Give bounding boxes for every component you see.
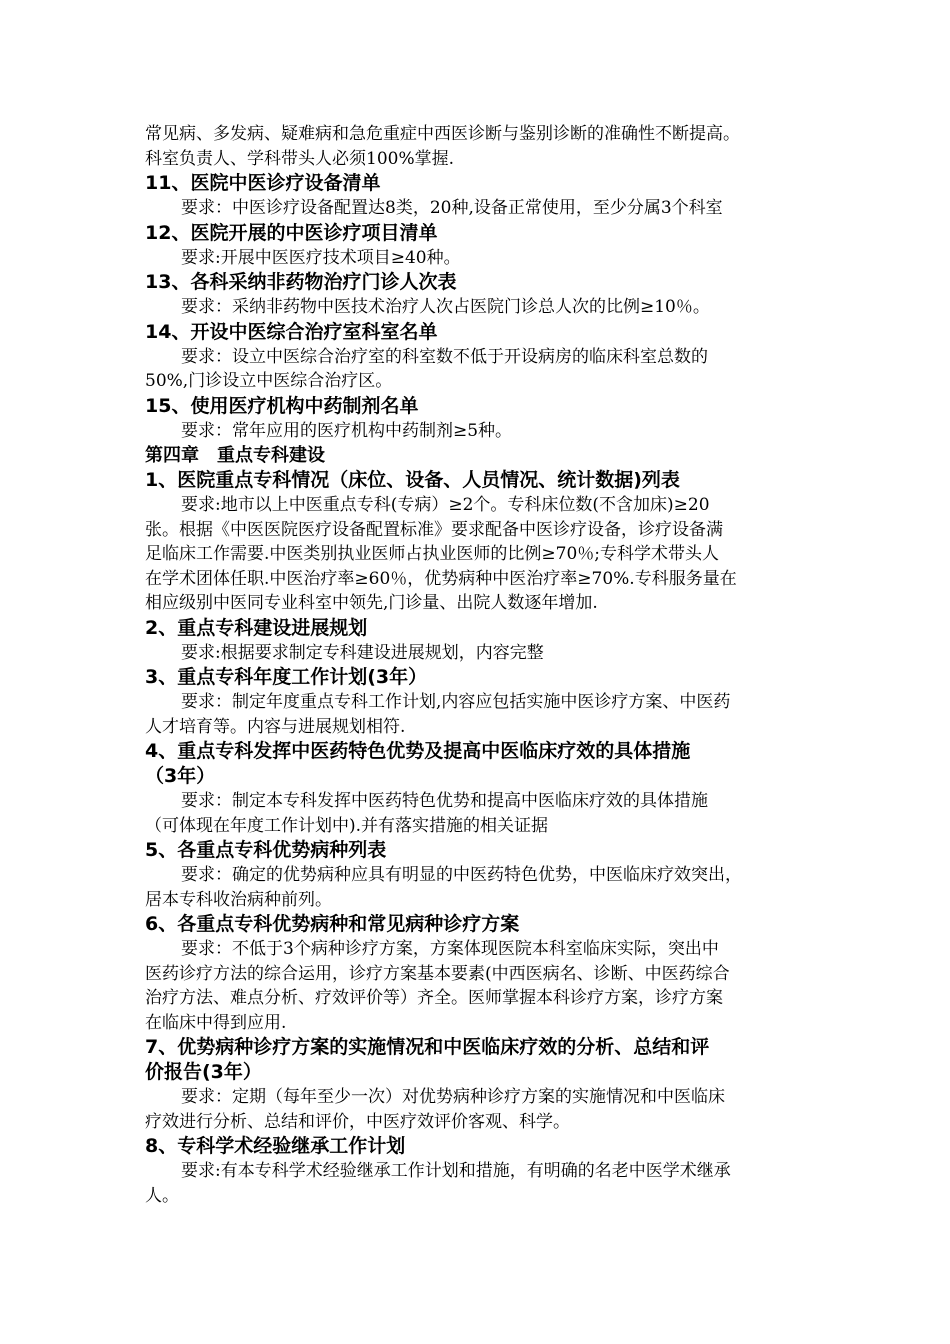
item-11 — [145, 171, 825, 221]
requirement-text: 要求:地市以上中医重点专科(专病）≥2个。专科床位数(不含加床)≥20 — [181, 495, 710, 515]
ch4-item-5 — [145, 838, 825, 912]
text-line: 科室负责人、学科带头人必须100%掌握. — [145, 148, 455, 169]
requirement-text: 要求:根据要求制定专科建设进展规划，内容完整 — [181, 642, 544, 663]
requirement-text: 要求：设立中医综合治疗室的科室数不低于开设病房的临床科室总数的 — [181, 346, 708, 367]
requirement-text: 在学术团体任职.中医治疗率≥60％，优势病种中医治疗率≥70%.专科服务量在 — [145, 568, 737, 589]
item-heading: 14、开设中医综合治疗室科室名单 — [145, 320, 438, 343]
requirement-text: 要求：制定年度重点专科工作计划,内容应包括实施中医诊疗方案、中医药 — [181, 692, 731, 712]
item-12 — [145, 221, 825, 271]
ch4-item-3 — [145, 665, 825, 739]
chapter-title: 第四章 重点专科建设 — [145, 445, 325, 466]
requirement-text: 居本专科收治病种前列。 — [145, 889, 332, 910]
requirement-text: 要求：中医诊疗设备配置达8类，20种,设备正常使用，至少分属3个科室 — [181, 198, 723, 218]
item-heading: 15、使用医疗机构中药制剂名单 — [145, 394, 419, 417]
item-heading: 6、各重点专科优势病种和常见病种诊疗方案 — [145, 913, 520, 935]
item-heading: 1、医院重点专科情况（床位、设备、人员情况、统计数据)列表 — [145, 469, 680, 491]
requirement-text: 要求:有本专科学术经验继承工作计划和措施，有明确的名老中医学术继承 — [181, 1161, 731, 1181]
item-heading: 11、医院中医诊疗设备清单 — [145, 172, 381, 194]
item-heading: 5、各重点专科优势病种列表 — [145, 839, 387, 861]
requirement-text: 相应级别中医同专业科室中领先,门诊量、出院人数逐年增加. — [145, 593, 598, 613]
requirement-text: 要求：制定本专科发挥中医药特色优势和提高中医临床疗效的具体措施 — [181, 791, 708, 811]
requirement-text: 疗效进行分析、总结和评价，中医疗效评价客观、科学。 — [145, 1111, 570, 1132]
ch4-item-8 — [145, 1134, 825, 1208]
ch4-item-6 — [145, 912, 825, 1035]
item-heading: 13、各科采纳非药物治疗门诊人次表 — [145, 271, 457, 293]
requirement-text: 足临床工作需要.中医类别执业医师占执业医师的比例≥70％;专科学术带头人 — [145, 544, 720, 564]
requirement-text: 50%,门诊设立中医综合治疗区。 — [145, 371, 393, 391]
item-14 — [145, 320, 825, 394]
ch4-item-4 — [145, 739, 825, 838]
item-heading: 12、医院开展的中医诊疗项目清单 — [145, 221, 438, 244]
item-heading: 价报告(3年） — [145, 1061, 262, 1083]
requirement-text: 要求：不低于3个病种诊疗方案，方案体现医院本科室临床实际，突出中 — [181, 939, 719, 959]
requirement-text: 要求：确定的优势病种应具有明显的中医药特色优势，中医临床疗效突出， — [181, 865, 742, 885]
requirement-text: 要求:开展中医医疗技术项目≥40种。 — [181, 247, 461, 268]
requirement-text: （可体现在年度工作计划中).并有落实措施的相关证据 — [145, 815, 549, 836]
requirement-text: 张。根据《中医医院医疗设备配置标准》要求配备中医诊疗设备，诊疗设备满 — [145, 519, 723, 540]
item-heading: （3年） — [145, 765, 216, 787]
requirement-text: 医药诊疗方法的综合运用，诊疗方案基本要素(中西医病名、诊断、中医药综合 — [145, 963, 730, 984]
item-heading: 7、优势病种诊疗方案的实施情况和中医临床疗效的分析、总结和评 — [145, 1036, 710, 1058]
requirement-text: 人才培育等。内容与进展规划相符. — [145, 716, 406, 737]
ch4-item-2 — [145, 616, 825, 666]
requirement-text: 要求：常年应用的医疗机构中药制剂≥5种。 — [181, 420, 513, 441]
ch4-item-7 — [145, 1035, 825, 1134]
requirement-text: 在临床中得到应用. — [145, 1012, 287, 1033]
item-heading: 2、重点专科建设进展规划 — [145, 616, 368, 639]
ch4-item-1 — [145, 468, 825, 616]
item-heading: 3、重点专科年度工作计划(3年） — [145, 666, 428, 688]
item-heading: 8、专科学术经验继承工作计划 — [145, 1135, 406, 1157]
document-body — [145, 122, 825, 1208]
requirement-text: 要求：采纳非药物中医技术治疗人次占医院门诊总人次的比例≥10％。 — [181, 297, 710, 317]
requirement-text: 治疗方法、难点分析、疗效评价等）齐全。医师掌握本科诊疗方案，诊疗方案 — [145, 988, 723, 1008]
item-15 — [145, 394, 825, 444]
item-13 — [145, 270, 825, 320]
text-line: 常见病、多发病、疑难病和急危重症中西医诊断与鉴别诊断的准确性不断提高。 — [145, 124, 740, 144]
item-heading: 4、重点专科发挥中医药特色优势及提高中医临床疗效的具体措施 — [145, 740, 691, 762]
intro-paragraph — [145, 122, 825, 171]
requirement-text: 要求：定期（每年至少一次）对优势病种诊疗方案的实施情况和中医临床 — [181, 1087, 725, 1107]
requirement-text: 人。 — [145, 1185, 179, 1206]
